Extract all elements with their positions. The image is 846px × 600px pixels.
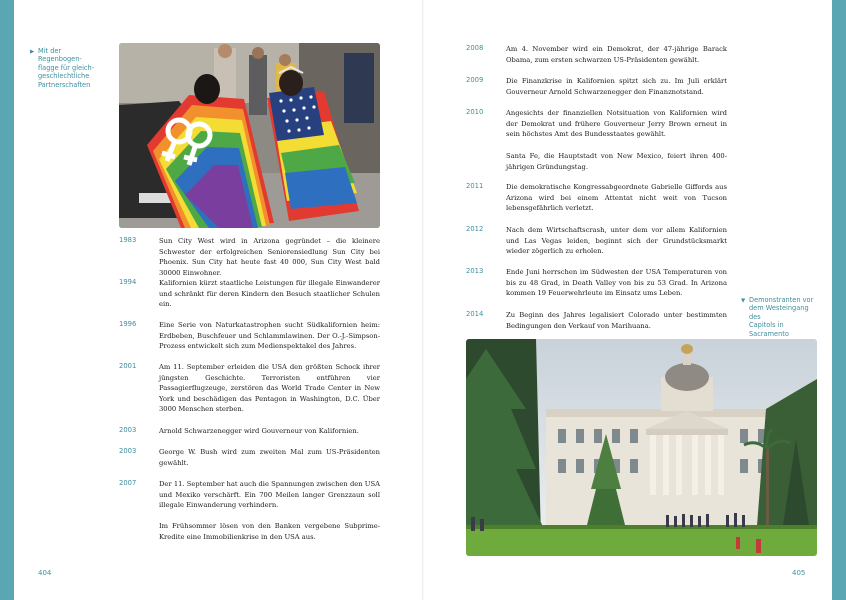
timeline-text: Der 11. September hat auch die Spannungen zwischen den USA und Mexiko verschärft. Ein 700 Meilen langer Grenzzaun soll illegale Einwanderung verhindern. [159,480,380,510]
timeline-entry [119,278,380,310]
timeline-year: 2011 [466,182,484,190]
caption-line: Capitols in Sacramento [749,321,789,338]
timeline-text: Kalifornien kürzt staatliche Leistungen für illegale Einwanderer und schränkt für deren Kindern den Besuch staatlicher Schulen ein. [159,279,380,309]
timeline-entry [466,182,727,214]
timeline-entry [119,320,380,352]
timeline-text: Santa Fe, die Hauptstadt von New Mexico, feiert ihren 400-jährigen Gründungstag. [506,152,727,171]
timeline-year [466,151,506,172]
capitol-photo [466,339,817,556]
timeline-text: Die Finanzkrise in Kalifornien spitzt sich zu. Im Juli erklärt Gouverneur Arnold Schwarzenegger den Finanznotstand. [506,77,727,96]
timeline-year: 2014 [466,310,484,318]
timeline-entry [466,310,727,331]
timeline-entry [119,362,380,415]
caption-line: dem Westeingang des [749,304,809,321]
rainbow-flag-illustration [119,43,380,228]
timeline-year [119,521,159,542]
timeline-entry [466,44,727,65]
timeline-year: 2003 [119,426,137,434]
left-page-edge-stripe [0,0,14,600]
caption-line: Partnerschaften [38,80,91,89]
timeline-year: 2007 [119,479,137,487]
timeline-year: 2013 [466,267,484,275]
timeline-text: Eine Serie von Naturkatastrophen sucht Südkalifornien heim: Erdbeben, Buschfeuer und Schlammlawinen. Der O.-J.-Simpson-Prozess entwickelt sich zum Medienspektakel des Jahres. [159,321,380,351]
timeline-text: Arnold Schwarzenegger wird Gouverneur von Kalifornien. [159,427,359,435]
caption-line: geschlechtliche [38,72,90,81]
timeline-entry [466,267,727,299]
timeline-entry [119,426,380,437]
timeline-text: Im Frühsommer lösen von den Banken vergebene Subprime-Kredite eine Immobilienkrise in den USA aus. [159,522,380,541]
timeline-text: Angesichts der finanziellen Notsituation von Kalifornien wird der Demokrat und frühere Gouverneur Jerry Brown erneut in sein höchstes Amt des Bundesstaates gewählt. [506,109,727,139]
caption-line: Demonstranten vor [749,296,814,304]
timeline-text: George W. Bush wird zum zweiten Mal zum US-Präsidenten gewählt. [159,448,380,467]
right-photo-caption [741,296,821,338]
right-page-edge-stripe [832,0,846,600]
timeline-entry [466,108,727,140]
timeline-year: 2001 [119,362,137,370]
timeline-year: 2008 [466,44,484,52]
timeline-text: Zu Beginn des Jahres legalisiert Colorado unter bestimmten Bedingungen den Verkauf von Marihuana. [506,311,727,330]
caption-pointer-icon: ▶ [30,49,35,55]
timeline-text: Ende Juni herrschen im Südwesten der USA Temperaturen von bis zu 48 Grad, in Death Valley von bis zu 53 Grad. In Arizona kommen 19 Feuerwehrleute im Einsatz ums Leben. [506,268,727,298]
page-number-right: 405 [792,569,806,577]
caption-pointer-icon: ▼ [741,298,746,304]
book-gutter [422,0,424,600]
page-number-left: 404 [38,569,52,577]
timeline-entry [119,479,380,511]
timeline-year: 2010 [466,108,484,116]
timeline-year: 2012 [466,225,484,233]
timeline-entry [119,521,380,542]
timeline-entry [466,151,727,172]
timeline-entry [119,447,380,468]
timeline-year: 2003 [119,447,137,455]
timeline-entry [119,236,380,278]
timeline-text: Die demokratische Kongressabgeordnete Gabrielle Giffords aus Arizona wird bei einem Attentat nicht weit von Tucson lebensgefährlich verletzt. [506,183,727,213]
timeline-text: Sun City West wird in Arizona gegründet – die kleinere Schwester der erfolgreichen Seniorensiedlung Sun City bei Phoenix. Sun City hat heute fast 40 000, Sun City West bald 30000 Einwohner. [159,237,380,277]
timeline-text: Am 11. September erleiden die USA den größten Schock ihrer jüngsten Geschichte. Terroristen entführen vier Passagierflugzeuge, zerstören das World Trade Center in New York und beschädigen das Pentagon in Washington, D.C. Über 3000 Menschen sterben. [159,363,380,414]
rainbow-flag-photo [119,43,380,228]
caption-line: Mit der Regenbogen- [38,47,82,64]
timeline-entry [466,225,727,257]
timeline-year: 2009 [466,76,484,84]
timeline-entry [466,76,727,97]
timeline-text: Nach dem Wirtschaftscrash, unter dem vor allem Kalifornien und Las Vegas leiden, beginnt sich der Grundstücksmarkt wieder zögerlich zu erholen. [506,226,727,256]
timeline-year: 1996 [119,320,137,328]
caption-line: flagge für gleich- [38,63,95,72]
timeline-year: 1994 [119,278,137,286]
timeline-text: Am 4. November wird ein Demokrat, der 47-jährige Barack Obama, zum ersten schwarzen US-Präsidenten gewählt. [506,45,727,64]
capitol-illustration [466,339,817,556]
left-photo-caption [30,47,104,89]
timeline-year: 1983 [119,236,137,244]
